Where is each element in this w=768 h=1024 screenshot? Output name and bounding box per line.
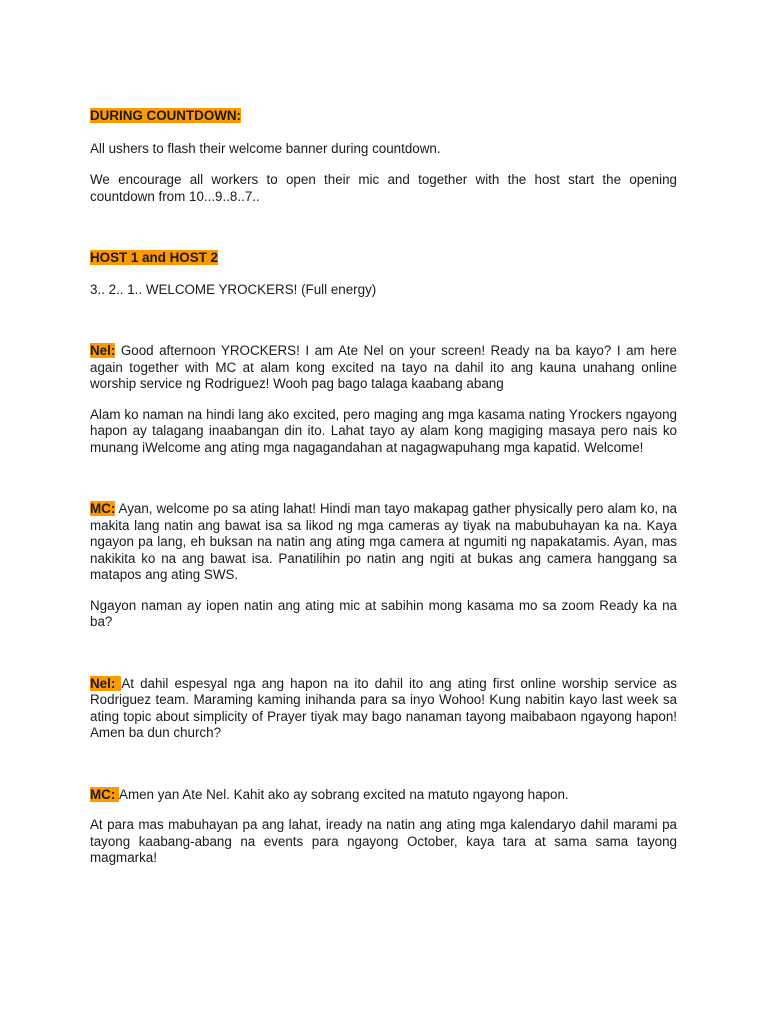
- mc-paragraph-1: [90, 501, 677, 584]
- speaker-label-nel-2: Nel:: [90, 675, 122, 691]
- nel-paragraph-3: [90, 676, 677, 742]
- nel-paragraph-1-text: Good afternoon YROCKERS! I am Ate Nel on your screen! Ready na ba kayo? I am here again together with MC at alam kong excited na tayo na dahil ito ang kauna unahang online worship service ng Rodriguez! Wooh pag bago talaga kaabang abang: [90, 343, 677, 391]
- hosts-heading-text: HOST 1 and HOST 2: [90, 250, 218, 265]
- countdown-heading-text: DURING COUNTDOWN:: [90, 108, 241, 123]
- countdown-paragraph-2: We encourage all workers to open their mic and together with the host start the opening countdown from 10...9..8..7..: [90, 172, 677, 204]
- document-page: [90, 108, 677, 867]
- nel-paragraph-3-text: At dahil espesyal nga ang hapon na ito dahil ito ang ating first online worship service as Rodriguez team. Maraming kaming inihanda para sa inyo Wohoo! Kung nabitin kayo last week sa ating topic about simplicity of Prayer tiyak may bago nanaman tayong maibabaon ngayong hapon! Amen ba dun church?: [90, 675, 677, 740]
- hosts-heading: [90, 250, 677, 267]
- speaker-label-mc: MC:: [90, 501, 116, 516]
- mc-paragraph-3: [90, 787, 677, 804]
- mc-paragraph-4: At para mas mabuhayan pa ang lahat, iready na natin ang ating mga kalendaryo dahil marami pa tayong kaabang-abang na events para ngayong October, kaya tara at sama sama tayong magmarka!: [90, 817, 677, 865]
- nel-paragraph-2: Alam ko naman na hindi lang ako excited, pero maging ang mga kasama nating Yrockers ngayong hapon ay talagang inaabangan din ito. Lahat tayo ay alam kong magiging masaya pero nais ko munang iWelcome ang ating mga nagagandahan at nagagwapuhang mga kapatid. Welcome!: [90, 406, 677, 455]
- hosts-paragraph-1: 3.. 2.. 1.. WELCOME YROCKERS! (Full energy): [90, 281, 377, 297]
- countdown-heading: [90, 108, 677, 125]
- countdown-paragraph-1: All ushers to flash their welcome banner during countdown.: [90, 140, 441, 156]
- speaker-label-nel: Nel:: [90, 343, 116, 358]
- nel-paragraph-1: [90, 343, 677, 393]
- mc-paragraph-2: Ngayon naman ay iopen natin ang ating mic at sabihin mong kasama mo sa zoom Ready ka na ba?: [90, 597, 677, 629]
- mc-paragraph-1-text: Ayan, welcome po sa ating lahat! Hindi man tayo makapag gather physically pero alam ko, na makita lang natin ang bawat isa sa likod ng mga cameras ay tiyak na mabubuhayan ka na. Kaya ngayon pa lang, eh buksan na natin ang ating mga camera at ngumiti ng napakatamis. Ayan, mas nakikita ko na ang bawat isa. Panatilihin po natin ang ngiti at bukas ang camera hanggang sa matapos ang ating SWS.: [90, 501, 677, 582]
- mc-paragraph-3-text: Amen yan Ate Nel. Kahit ako ay sobrang excited na matuto ngayong hapon.: [119, 786, 569, 802]
- speaker-label-mc-2: MC:: [90, 786, 120, 802]
